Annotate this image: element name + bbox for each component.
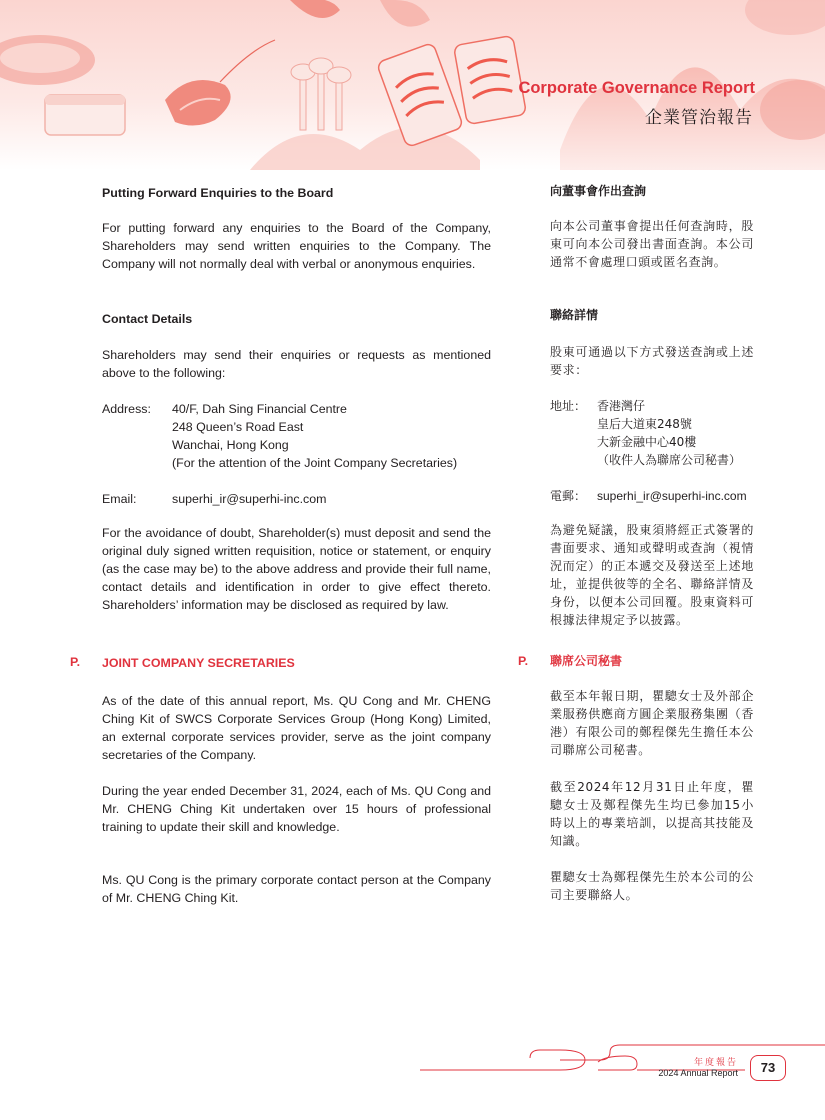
- address-lines-en: [172, 400, 457, 472]
- enquiries-heading-zh: 向董事會作出查詢: [550, 184, 647, 198]
- report-title-en: Corporate Governance Report: [518, 79, 755, 97]
- page-number: 73: [750, 1055, 786, 1081]
- address-line: （收件人為聯席公司秘書）: [597, 453, 742, 467]
- email-value-zh[interactable]: superhi_ir@superhi-inc.com: [597, 489, 747, 503]
- avoidance-text-zh: 為避免疑議，股東須將經正式簽署的書面要求、通知或聲明或查詢（視情況而定）的正本遞交及發送至上述地址，並提供彼等的全名、聯絡詳情及身份，以便本公司回覆。股東資料可根據法律規定予以披露。: [550, 523, 754, 627]
- secretaries-p1-en: As of the date of this annual report, Ms. QU Cong and Mr. CHENG Ching Kit of SWCS Corporate Services Group (Hong Kong) Limited, an external corporate services provider, serve as the joint company secretaries of the Company.: [102, 694, 491, 762]
- section-title-en: JOINT COMPANY SECRETARIES: [102, 656, 295, 670]
- contact-heading-zh: 聯絡詳情: [550, 308, 599, 322]
- email-label-en: Email:: [102, 492, 137, 506]
- avoidance-text-en: For the avoidance of doubt, Shareholder(s) must deposit and send the original duly signed written requisition, notice or statement, or enquiry (as the case may be) to the above address and provide their full name, contact details and identification in order to give effect thereto. Shareholders’ information may be disclosed as required by law.: [102, 526, 491, 612]
- secretaries-p1-zh: 截至本年報日期，瞿驄女士及外部企業服務供應商方圓企業服務集團（香港）有限公司的鄭程傑先生擔任本公司聯席公司秘書。: [550, 689, 754, 757]
- email-value-en[interactable]: superhi_ir@superhi-inc.com: [172, 492, 327, 506]
- report-title-zh: 企業管治報告: [645, 108, 753, 128]
- secretaries-p3-en: Ms. QU Cong is the primary corporate contact person at the Company of Mr. CHENG Ching Kit.: [102, 873, 491, 905]
- section-letter-zh: P.: [518, 654, 529, 668]
- address-line: Wanchai, Hong Kong: [172, 438, 289, 452]
- address-block-zh: [550, 397, 754, 469]
- address-label-en: Address:: [102, 402, 151, 416]
- contact-heading-en: Contact Details: [102, 312, 193, 326]
- secretaries-p2-en: During the year ended December 31, 2024, each of Ms. QU Cong and Mr. CHENG Ching Kit undertaken over 15 hours of professional training to update their skill and knowledge.: [102, 784, 491, 834]
- enquiries-text-zh: 向本公司董事會提出任何查詢時，股東可向本公司發出書面查詢。本公司通常不會處理口頭或匿名查詢。: [550, 219, 754, 269]
- address-line: 大新金融中心40樓: [597, 435, 697, 449]
- enquiries-heading-en: Putting Forward Enquiries to the Board: [102, 186, 334, 200]
- email-label-zh: 電郵：: [550, 489, 587, 503]
- address-block-en: [102, 400, 491, 472]
- footer-report-zh: 年度報告: [693, 1058, 738, 1068]
- secretaries-p2-zh: 截至2024年12月31日止年度，瞿驄女士及鄭程傑先生均已參加15小時以上的專業培訓，以提高其技能及知識。: [550, 780, 754, 848]
- section-letter-en: P.: [70, 655, 81, 669]
- address-line: (For the attention of the Joint Company Secretaries): [172, 456, 458, 470]
- email-row-zh: [550, 487, 754, 505]
- section-title-zh: 聯席公司秘書: [550, 654, 623, 668]
- address-label-zh: 地址：: [550, 399, 587, 413]
- address-line: 香港灣仔: [597, 399, 646, 413]
- enquiries-text-en: For putting forward any enquiries to the Board of the Company, Shareholders may send written enquiries to the Company. The Company will not normally deal with verbal or anonymous enquiries.: [102, 221, 491, 271]
- footer-report-en: 2024 Annual Report: [658, 1068, 738, 1078]
- secretaries-p3-zh: 瞿驄女士為鄭程傑先生於本公司的公司主要聯絡人。: [550, 870, 754, 902]
- contact-intro-en: Shareholders may send their enquiries or requests as mentioned above to the following:: [102, 348, 491, 380]
- address-line: 40/F, Dah Sing Financial Centre: [172, 402, 347, 416]
- address-line: 皇后大道東248號: [597, 417, 692, 431]
- address-line: 248 Queen’s Road East: [172, 420, 304, 434]
- email-row-en: [102, 490, 491, 508]
- contact-intro-zh: 股東可通過以下方式發送查詢或上述要求：: [550, 345, 754, 377]
- address-lines-zh: [597, 397, 741, 469]
- header-banner: [0, 0, 825, 170]
